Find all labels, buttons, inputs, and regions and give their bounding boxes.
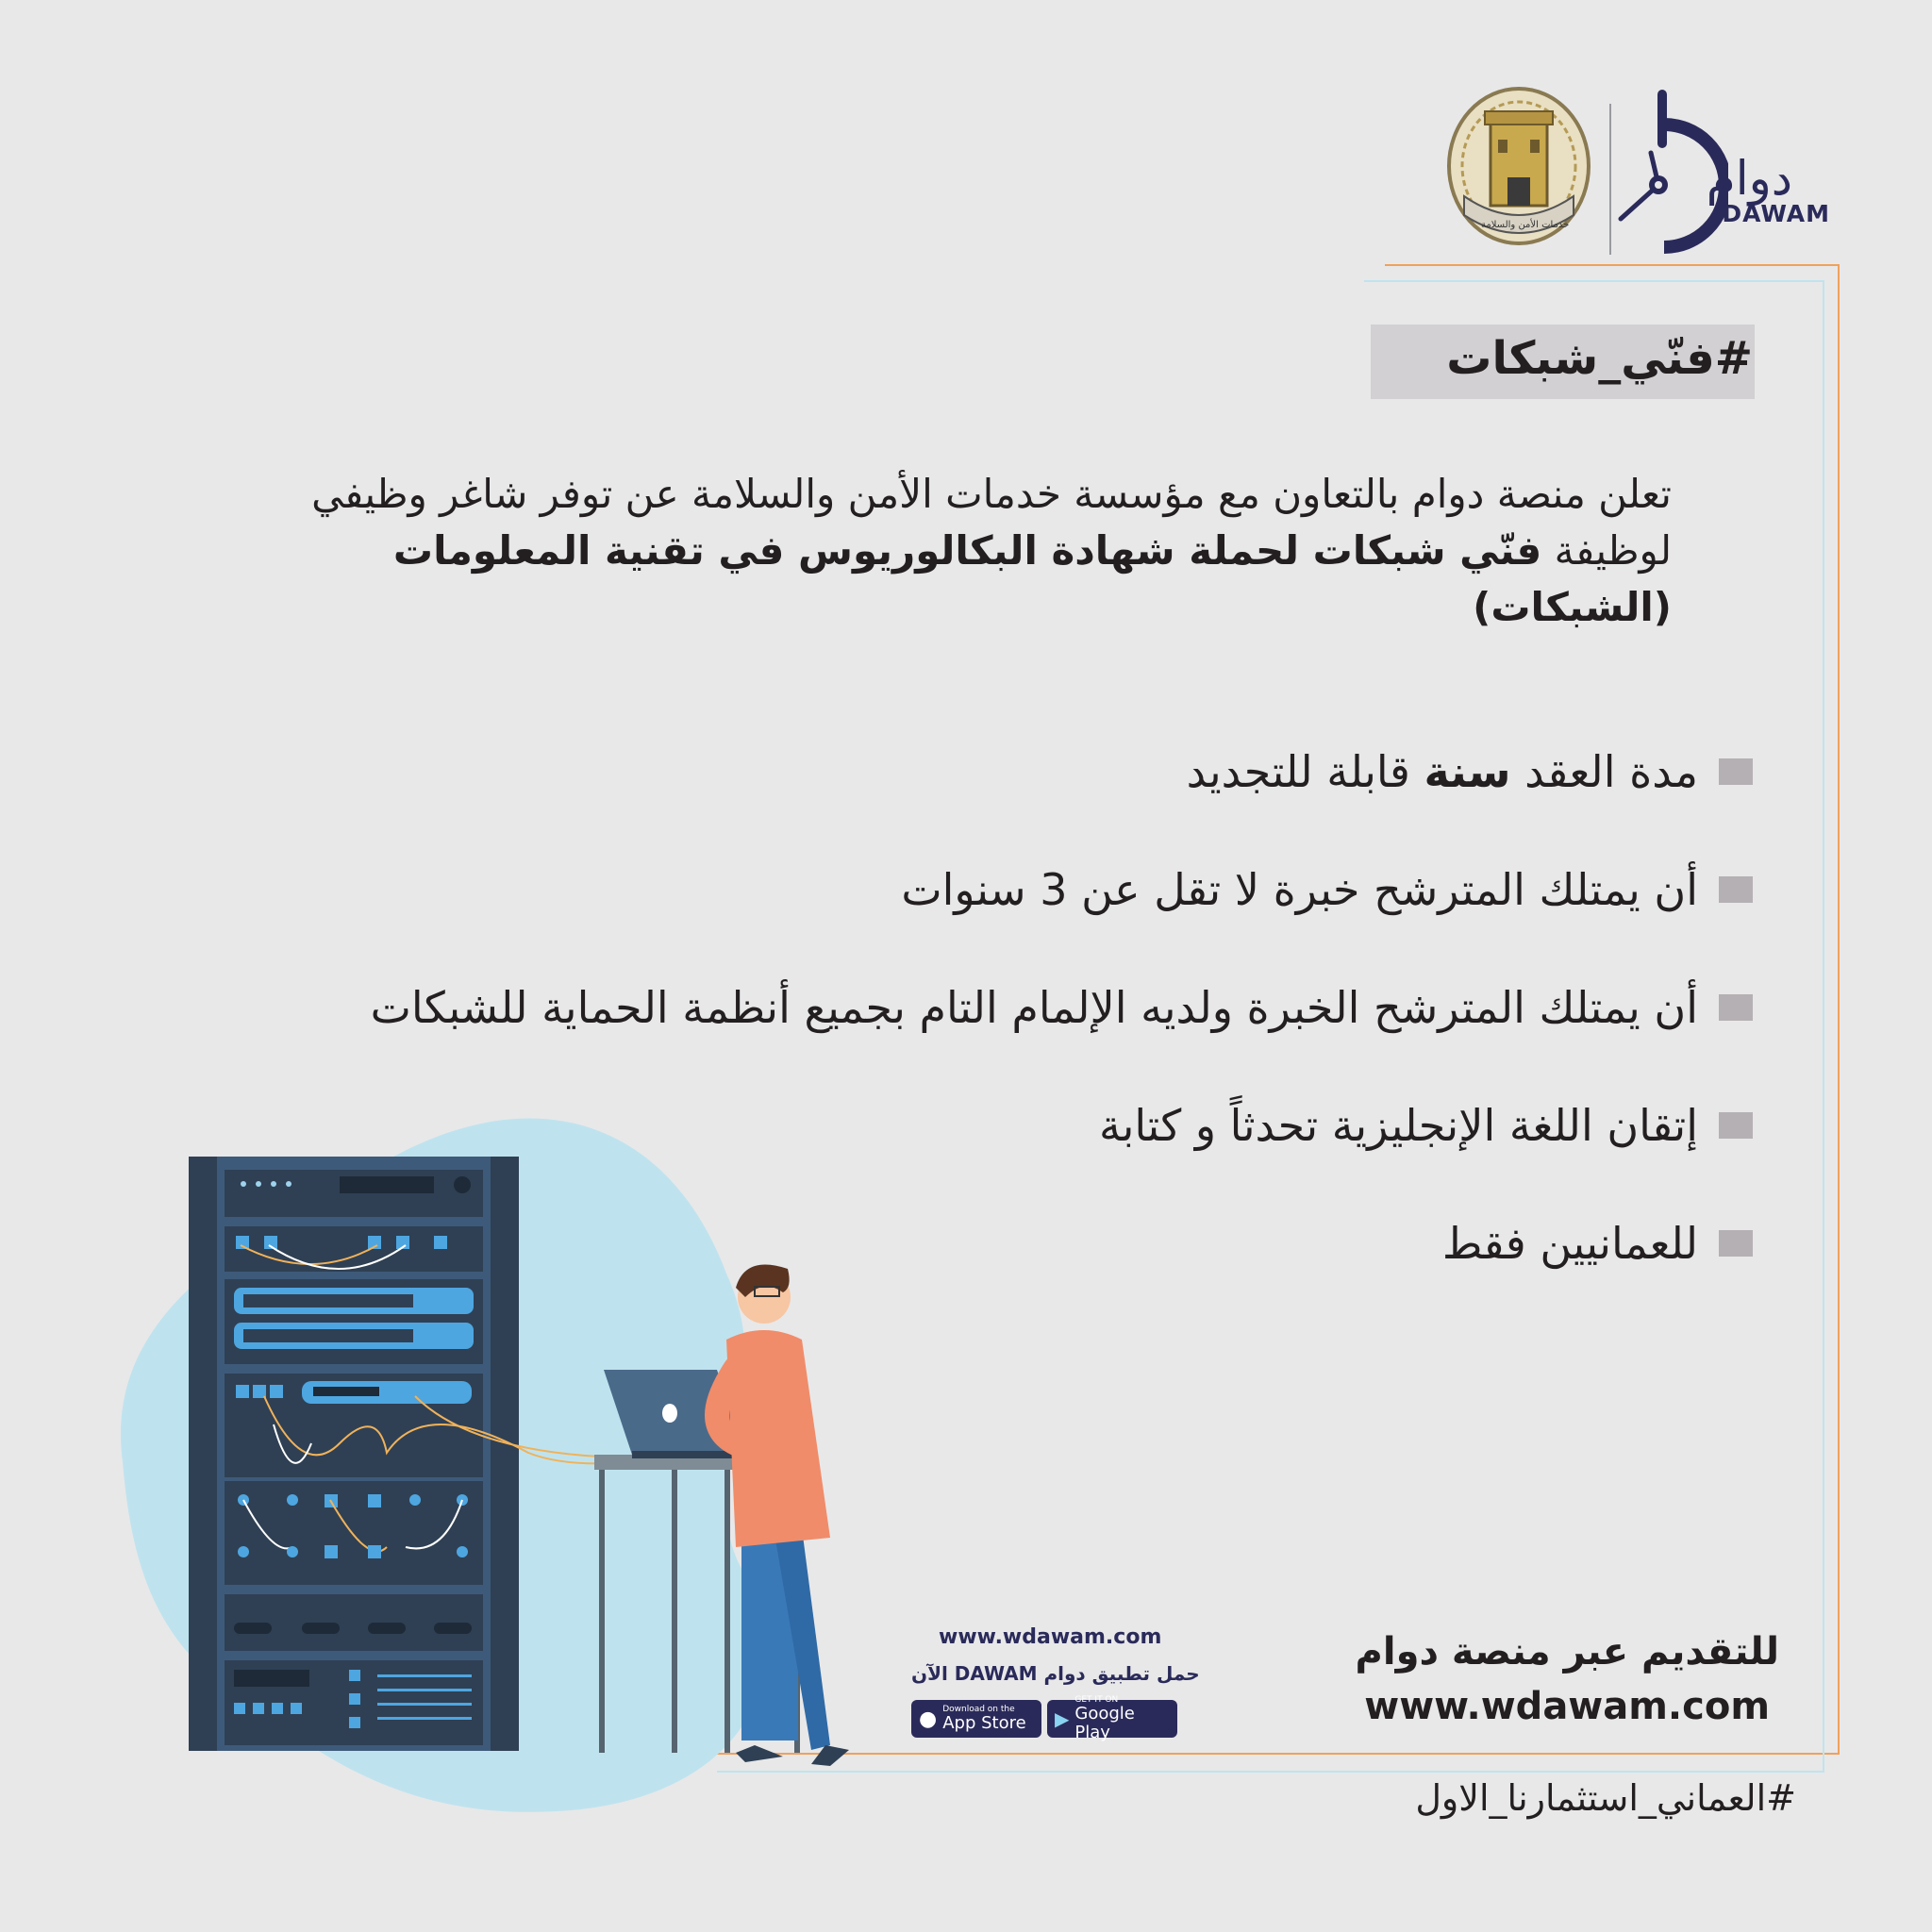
- play-icon: ▶: [1055, 1707, 1070, 1730]
- bullet-square-icon: [1719, 876, 1753, 903]
- bullet-square-icon: [1719, 994, 1753, 1021]
- frame-line-blue-right: [1823, 280, 1824, 1773]
- apply-label: للتقديم عبر منصة دوام: [1355, 1630, 1779, 1674]
- network-technician-server-rack-illustration: [85, 1085, 972, 1821]
- google-play-badge[interactable]: [1047, 1695, 1177, 1742]
- frame-line-blue-top: [1364, 280, 1824, 282]
- requirement-bold: سنة: [1424, 746, 1511, 797]
- requirement-item: [1442, 1210, 1753, 1276]
- bullet-square-icon: [1719, 758, 1753, 785]
- google-play-large: Google Play: [1074, 1704, 1135, 1742]
- intro-paragraph: [294, 466, 1672, 636]
- frame-line-orange-top: [1385, 264, 1840, 266]
- requirement-text: أن يمتلك المترشح خبرة لا تقل عن 3 سنوات: [901, 864, 1698, 915]
- intro-normal: تعلن منصة دوام بالتعاون مع مؤسسة خدمات الأمن والسلامة عن توفر شاغر وظيفي لوظيفة: [311, 471, 1672, 574]
- requirement-item: [371, 974, 1753, 1041]
- logo-divider: [1609, 104, 1611, 255]
- app-store-badge[interactable]: [911, 1700, 1041, 1738]
- download-app-note: حمل تطبيق دوام DAWAM الآن: [911, 1662, 1200, 1685]
- seal-caption: خدمات الأمن والسلامة: [1481, 220, 1570, 230]
- requirement-text: إتقان اللغة الإنجليزية تحدثاً و كتابة: [1098, 1100, 1698, 1151]
- bullet-square-icon: [1719, 1230, 1753, 1257]
- dawam-logo-arabic: دوام: [1706, 151, 1792, 206]
- small-website-url[interactable]: www.wdawam.com: [939, 1625, 1162, 1649]
- google-play-small: GET IT ON: [1074, 1695, 1119, 1705]
- requirement-item: [901, 857, 1753, 923]
- app-store-large: App Store: [942, 1713, 1026, 1733]
- requirement-text: أن يمتلك المترشح الخبرة ولديه الإلمام التام بجميع أنظمة الحماية للشبكات: [370, 982, 1698, 1033]
- requirement-text: للعمانيين فقط: [1441, 1218, 1698, 1269]
- requirement-text: مدة العقد: [1510, 746, 1698, 797]
- frame-line-orange-right: [1838, 264, 1840, 1755]
- apple-icon: ●: [919, 1707, 938, 1731]
- hashtag-title: #فنّي_شبكات: [1446, 332, 1753, 385]
- apply-website-url[interactable]: www.wdawam.com: [1364, 1685, 1770, 1728]
- app-store-small: Download on the: [942, 1705, 1015, 1714]
- requirement-item: [1187, 739, 1753, 805]
- bullet-square-icon: [1719, 1112, 1753, 1139]
- intro-bold: فنّي شبكات لحملة شهادة البكالوريوس في تقنية المعلومات (الشبكات): [392, 527, 1672, 630]
- requirement-text-tail: قابلة للتجديد: [1186, 746, 1424, 797]
- requirement-item: [1099, 1092, 1753, 1158]
- bottom-hashtag: #العماني_استثمارنا_الاول: [1415, 1777, 1796, 1819]
- security-services-seal-icon: [1443, 83, 1594, 255]
- dawam-logo-english: DAWAM: [1722, 200, 1830, 227]
